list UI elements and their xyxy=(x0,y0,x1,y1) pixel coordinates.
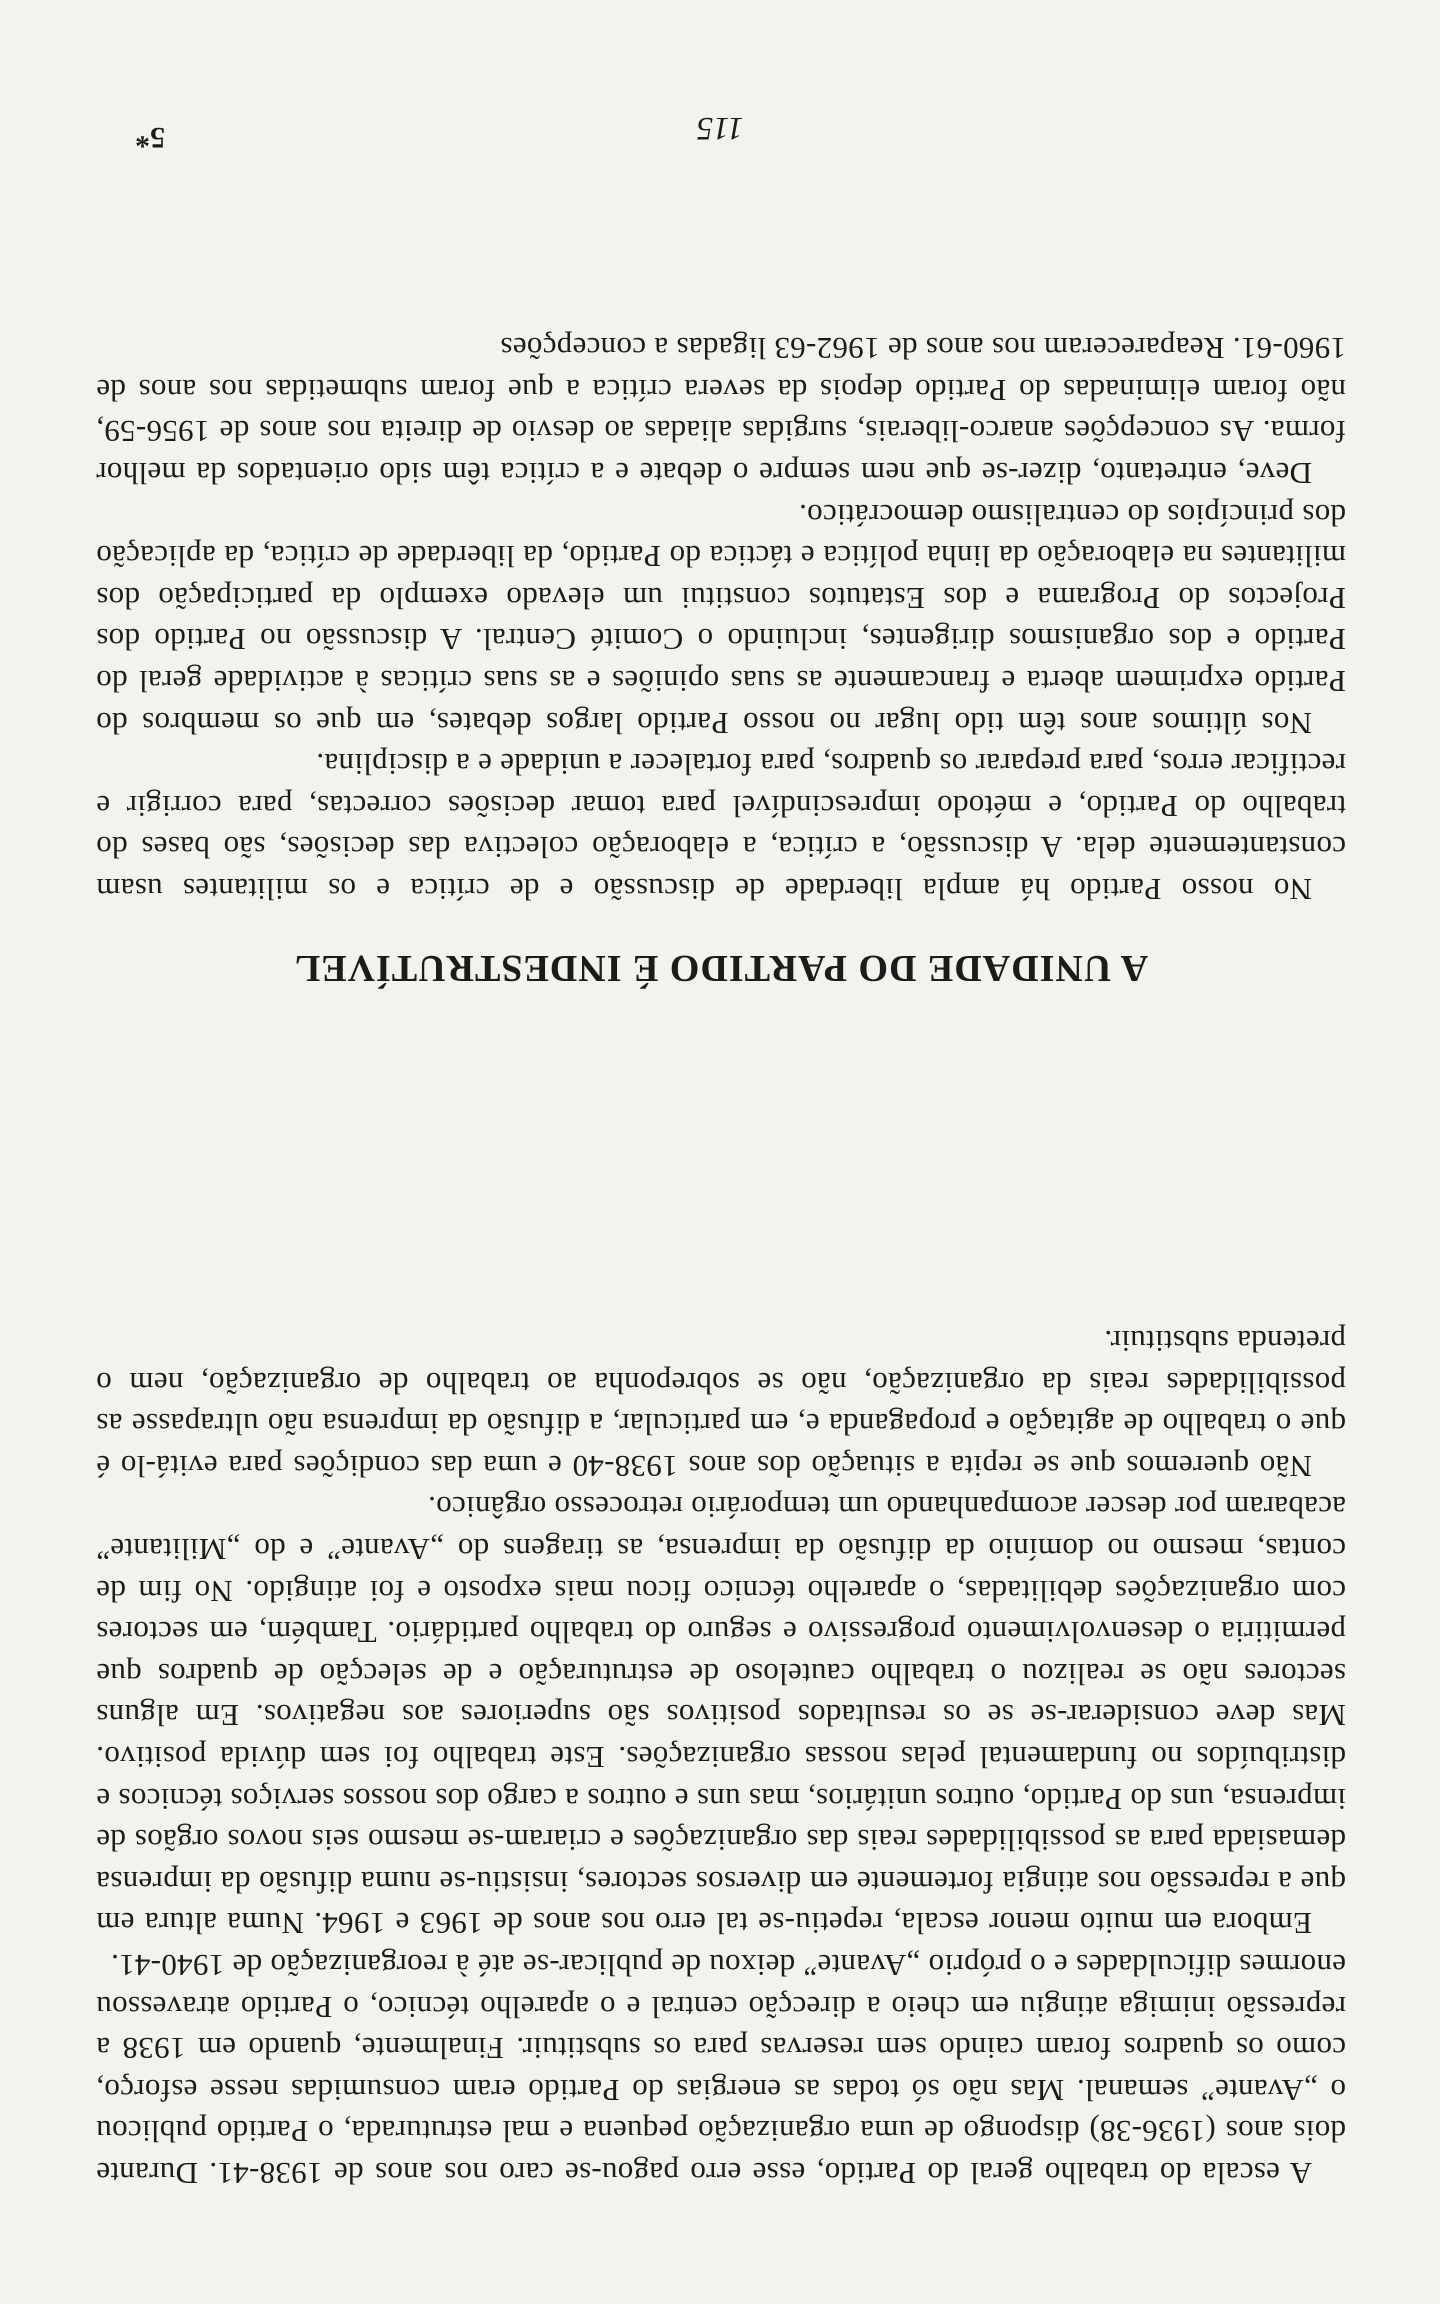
paragraph: A escala do trabalho geral do Partido, esse erro pagou-se caro nos anos de 1938-41. Durante dois anos (1936-38) dispongo de uma organização pequena e mal estruturada, o Partido publicou o „Avante” semanal. Mas não só todas as energias do Partido eram consumidas nesse esforço, como os quadros foram caindo sem reservas para os substituir. Finalmente, quando em 1938 a repressão inimiga atingiu em cheio a direcção central e o aparelho técnico, o Partido atravessou enormes dificuldades e o próprio „Avante” deixou de publicar-se até à reorganização de 1940-41. xyxy=(96,1948,1346,2191)
paragraph: Deve, entretanto, dizer-se que nem sempre o debate e a crítica têm sido orientados da melhor forma. As concepções anarco-liberais, surgidas aliadas ao desvio de direita nos anos de 1956-59, não foram eliminadas do Partido depois da severa crítica a que foram submetidas nos anos de 1960-61. Reapareceram nos anos de 1962-63 ligadas a concepções xyxy=(96,331,1346,492)
signature-mark: 5* xyxy=(135,121,165,154)
text-section-upper xyxy=(96,1321,1346,2194)
paragraph: Embora em muito menor escala, repetiu-se tal erro nos anos de 1963 e 1964. Numa altura em que a repressão nos atingia fortemente em diversos sectores, insistiu-se numa difusão da imprensa demasiada para as possibilidades reais das organizações e criaram-se mesmo seis novos orgãos de imprensa, uns do Partido, outros unitários, mas uns e outros a cargo dos nossos serviços técnicos e distribuídos no fundamental pelas nossas organizações. Este trabalho foi sem dúvida positivo. Mas deve considerar-se se os resultados positivos são superiores aos negativos. Em alguns sectores não se realizou o trabalho cauteloso de estruturação e de selecção de quadros que permitiria o desenvolvimento progressivo e seguro do trabalho partidário. Também, em sectores com organizações debilitadas, o aparelho técnico ficou mais exposto e foi atingido. No fim de contas, mesmo no domínio da difusão da imprensa, as tiragens do „Avante” e do „Militante” acabaram por descer acompanhando um temporário retrocesso orgânico. xyxy=(96,1490,1346,1942)
section-heading: A UNIDADE DO PARTIDO É INDESTRUTÍVEL xyxy=(293,947,1149,989)
paragraph: Não queremos que se repita a situação dos anos 1938-40 e uma das condições para evitá-lo é que o trabalho de agitação e propaganda e, em particular, a difusão da imprensa não ultrapasse as possibilidades reais da organização, não se sobreponha ao trabalho de organização, nem o pretenda substituir. xyxy=(96,1324,1346,1484)
page-number: 115 xyxy=(696,110,744,146)
paragraph: Nos últimos anos têm tido lugar no nosso Partido largos debates, em que os membros do Partido exprimem aberta e francamente as suas opiniões e as suas críticas à actividade geral do Partido e dos organismos dirigentes, incluindo o Comité Central. A discussão no Partido dos Projectos do Programa e dos Estatutos constitui um elevado exemplo da participação dos militantes na elaboração da linha política e táctica do Partido, da liberdade de crítica, da aplicação dos princípios do centralismo democrático. xyxy=(96,497,1346,741)
text-section-lower xyxy=(96,328,1346,910)
paragraph: No nosso Partido há ampla liberdade de discussão e de crítica e os militantes usam constantemente dela. A discussão, a crítica, a elaboração colectiva das decisões, são bases do trabalho do Partido, e método imprescindível para tomar decisões correctas, para corrigir e rectificar erros, para preparar os quadros, para fortalecer a unidade e a disciplina. xyxy=(96,747,1346,907)
